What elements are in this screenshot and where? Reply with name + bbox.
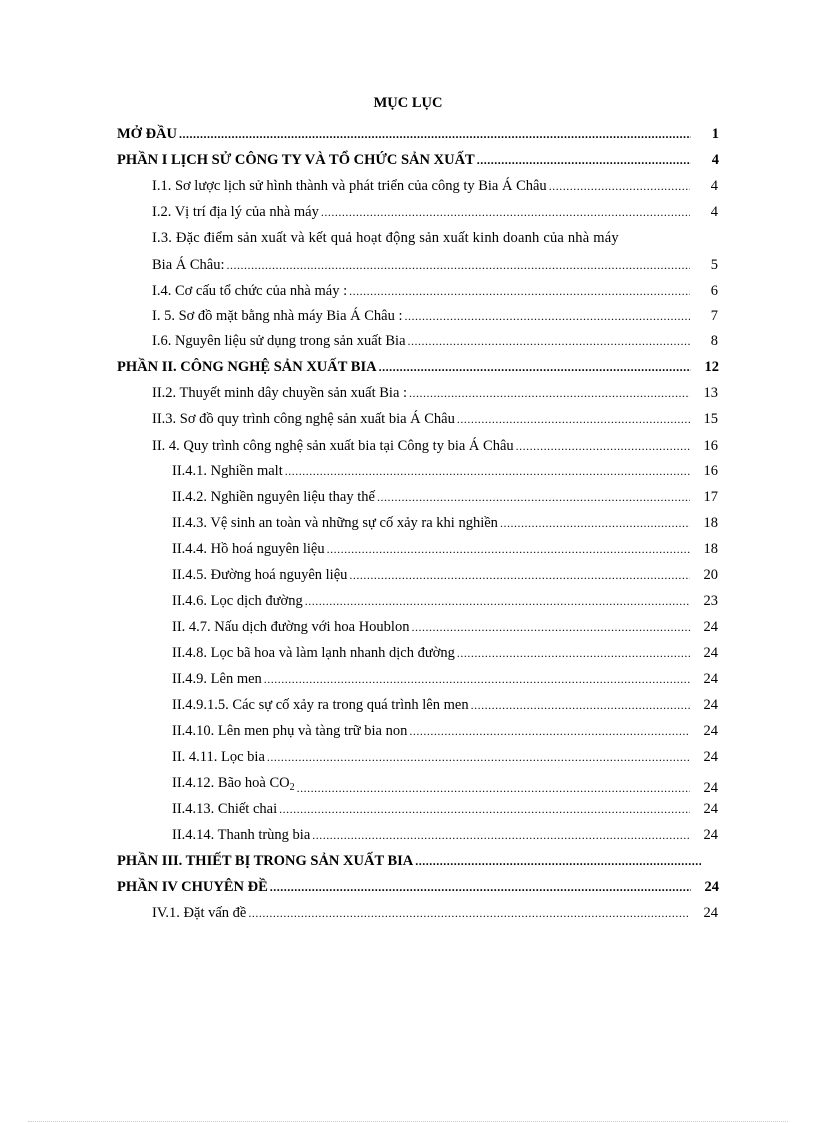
- leader-dots: [409, 722, 690, 740]
- leader-dots: [349, 282, 690, 300]
- toc-entry-label: II.3. Sơ đồ quy trình công nghệ sản xuất bia Á Châu: [152, 411, 455, 427]
- toc-entry[interactable]: [152, 307, 718, 325]
- toc-page-number: 24: [703, 619, 718, 635]
- toc-entry[interactable]: [152, 384, 718, 402]
- subscript: 2: [289, 782, 295, 793]
- leader-dots: [285, 462, 690, 480]
- toc-page-number: 17: [703, 489, 718, 505]
- toc-page-number: 24: [703, 697, 718, 713]
- toc-entry-label: II.4.9. Lên men: [172, 671, 262, 687]
- toc-entry[interactable]: [152, 437, 718, 455]
- leader-dots: [279, 800, 690, 818]
- toc-page-number: 13: [703, 385, 718, 401]
- toc-entry[interactable]: [152, 282, 718, 300]
- toc-entry[interactable]: [172, 462, 718, 480]
- leader-dots: [500, 514, 690, 532]
- toc-page-number: 24: [703, 801, 718, 817]
- toc-entry-label: II. 4. Quy trình công nghệ sản xuất bia tại Công ty bia Á Châu: [152, 438, 514, 454]
- toc-entry[interactable]: [172, 566, 718, 584]
- toc-page-number: 15: [703, 411, 718, 427]
- leader-dots: [457, 410, 690, 428]
- toc-entry-label: I.1. Sơ lược lịch sử hình thành và phát triển của công ty Bia Á Châu: [152, 178, 547, 194]
- toc-entry-label-text: II.4.12. Bão hoà CO: [172, 775, 290, 791]
- toc-entry-label: PHẦN I LỊCH SỬ CÔNG TY VÀ TỔ CHỨC SẢN XUẤT: [117, 152, 475, 168]
- leader-dots: [549, 177, 690, 195]
- toc-page-number: 6: [710, 283, 718, 299]
- toc-entry[interactable]: [152, 203, 718, 221]
- toc-page-number: 24: [703, 671, 718, 687]
- toc-entry[interactable]: [152, 410, 718, 428]
- toc-entry[interactable]: [172, 722, 718, 740]
- toc-entry[interactable]: [117, 852, 703, 870]
- toc-page-number: 24: [704, 879, 719, 895]
- leader-dots: [516, 437, 690, 455]
- toc-entry[interactable]: [117, 358, 719, 376]
- leader-dots: [297, 779, 690, 797]
- toc-entry[interactable]: [117, 878, 719, 896]
- leader-dots: [349, 566, 690, 584]
- toc-entry-label: II. 4.7. Nấu dịch đường với hoa Houblon: [172, 619, 410, 635]
- toc-entry-label: Bia Á Châu:: [152, 257, 225, 273]
- leader-dots: [327, 540, 690, 558]
- toc-entry-label: II.4.3. Vệ sinh an toàn và những sự cố xảy ra khi nghiền: [172, 515, 498, 531]
- leader-dots: [267, 748, 690, 766]
- toc-entry[interactable]: [172, 748, 718, 766]
- toc-entry-label: I.6. Nguyên liệu sử dụng trong sản xuất Bia: [152, 333, 406, 349]
- toc-entry-label: II.4.6. Lọc dịch đường: [172, 593, 303, 609]
- toc-entry[interactable]: [172, 670, 718, 688]
- toc-entry-label: I.4. Cơ cấu tổ chức của nhà máy :: [152, 283, 348, 299]
- toc-entry[interactable]: [172, 540, 718, 558]
- toc-entry-label: II.4.4. Hồ hoá nguyên liệu: [172, 541, 325, 557]
- toc-entry[interactable]: [172, 774, 718, 797]
- toc-entry[interactable]: [152, 904, 718, 922]
- toc-entry-label: PHẦN II. CÔNG NGHỆ SẢN XUẤT BIA: [117, 359, 377, 375]
- toc-page-number: 4: [710, 204, 718, 220]
- toc-page-number: 18: [703, 541, 718, 557]
- leader-dots: [227, 256, 691, 274]
- toc-page-number: 7: [710, 308, 718, 324]
- toc-page-number: 8: [710, 333, 718, 349]
- toc-entry-label: IV.1. Đặt vấn đề: [152, 905, 247, 921]
- toc-entry[interactable]: [172, 592, 718, 610]
- toc-entry-label: I. 5. Sơ đồ mặt bằng nhà máy Bia Á Châu :: [152, 308, 403, 324]
- leader-dots: [471, 696, 690, 714]
- toc-page-number: 24: [703, 723, 718, 739]
- toc-page-number: 24: [703, 827, 718, 843]
- leader-dots: [321, 203, 690, 221]
- toc-entry[interactable]: [172, 800, 718, 818]
- toc-entry-label: PHẦN III. THIẾT BỊ TRONG SẢN XUẤT BIA: [117, 853, 414, 869]
- leader-dots: [305, 592, 690, 610]
- toc-page-number: 16: [703, 438, 718, 454]
- toc-entry-label: II.4.8. Lọc bã hoa và làm lạnh nhanh dịch đường: [172, 645, 455, 661]
- leader-dots: [411, 618, 690, 636]
- toc-entry[interactable]: [172, 488, 718, 506]
- toc-entry[interactable]: [117, 125, 719, 143]
- leader-dots: [379, 358, 691, 376]
- toc-entry-label: II.4.10. Lên men phụ và tàng trữ bia non: [172, 723, 408, 739]
- toc-page-number: 4: [711, 152, 719, 168]
- toc-entry[interactable]: [152, 256, 718, 274]
- toc-page-number: 1: [711, 126, 719, 142]
- leader-dots: [312, 826, 690, 844]
- leader-dots: [477, 151, 691, 169]
- toc-entry-label: II.4.13. Chiết chai: [172, 801, 278, 817]
- leader-dots: [377, 488, 690, 506]
- toc-entry[interactable]: [172, 644, 718, 662]
- toc-page-number: 4: [710, 178, 718, 194]
- toc-page-number: 24: [703, 905, 718, 921]
- toc-page-number: 24: [703, 645, 718, 661]
- toc-page-number: 23: [703, 593, 718, 609]
- page-bottom-border: [28, 1121, 788, 1122]
- leader-dots: [415, 852, 701, 870]
- toc-entry-label: II.4.9.1.5. Các sự cố xảy ra trong quá trình lên men: [172, 697, 469, 713]
- toc-entry[interactable]: [152, 177, 718, 195]
- leader-dots: [270, 878, 691, 896]
- toc-entry-label: II.2. Thuyết minh dây chuyền sản xuất Bia :: [152, 385, 408, 401]
- toc-entry-wrapped-line[interactable]: I.3. Đặc điểm sản xuất và kết quả hoạt động sản xuất kinh doanh của nhà máy: [152, 230, 619, 246]
- toc-entry-label: [172, 774, 295, 797]
- leader-dots: [405, 307, 690, 325]
- toc-entry[interactable]: [172, 826, 718, 844]
- toc-page-number: 16: [703, 463, 718, 479]
- leader-dots: [408, 332, 690, 350]
- toc-entry[interactable]: [172, 618, 718, 636]
- page-title: MỤC LỤC: [373, 95, 443, 111]
- toc-entry-label: II.4.1. Nghiền malt: [172, 463, 283, 479]
- toc-entry[interactable]: [152, 332, 718, 350]
- toc-entry-label: MỞ ĐẦU: [117, 126, 178, 142]
- toc-page-number: 24: [703, 749, 718, 765]
- toc-entry-label: II.4.14. Thanh trùng bia: [172, 827, 311, 843]
- toc-page-number: 20: [703, 567, 718, 583]
- toc-page-number: 18: [703, 515, 718, 531]
- toc-page-number: 12: [704, 359, 719, 375]
- leader-dots: [248, 904, 690, 922]
- leader-dots: [264, 670, 690, 688]
- toc-entry-label: II.4.2. Nghiền nguyên liệu thay thế: [172, 489, 375, 505]
- toc-page-number: 24: [703, 780, 718, 796]
- toc-page-number: 5: [710, 257, 718, 273]
- toc-entry[interactable]: [117, 151, 719, 169]
- leader-dots: [457, 644, 690, 662]
- leader-dots: [179, 125, 691, 143]
- toc-entry[interactable]: [172, 514, 718, 532]
- toc-entry[interactable]: [172, 696, 718, 714]
- toc-entry-label: II. 4.11. Lọc bia: [172, 749, 265, 765]
- toc-entry-label: I.2. Vị trí địa lý của nhà máy: [152, 204, 319, 220]
- leader-dots: [409, 384, 690, 402]
- toc-entry-label: II.4.5. Đường hoá nguyên liệu: [172, 567, 348, 583]
- toc-entry-label: PHẦN IV CHUYÊN ĐỀ: [117, 879, 268, 895]
